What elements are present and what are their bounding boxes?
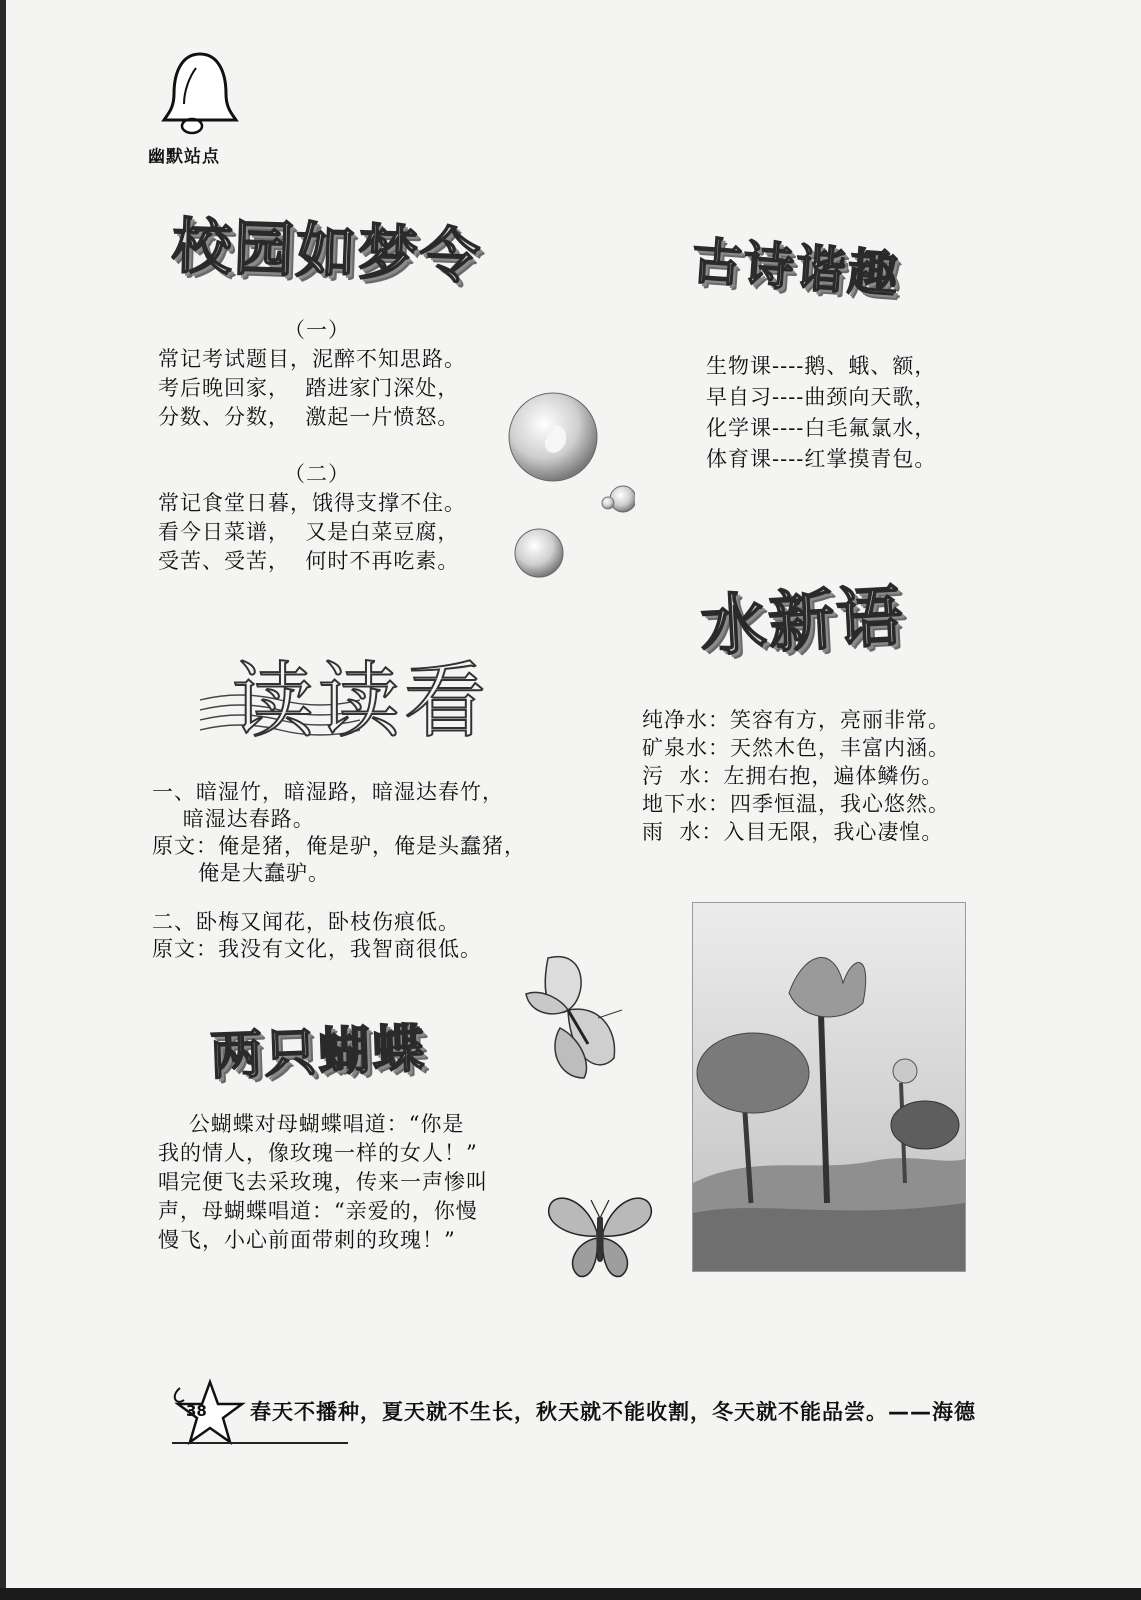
water-words-line: 雨 水：入目无限，我心凄惶。 — [642, 820, 944, 844]
ancient-poems-title: 古诗谐趣 — [689, 231, 902, 305]
read-original1-line: 俺是大蠢驴。 — [152, 861, 331, 885]
butterfly-story-line: 慢飞，小心前面带刺的玫瑰！” — [158, 1228, 456, 1252]
water-words-line: 污 水：左拥右抱，遍体鳞伤。 — [642, 764, 944, 788]
water-words-line: 纯净水：笑容有方，亮丽非常。 — [642, 708, 950, 732]
read-item1-line: 暗湿达春路。 — [152, 807, 315, 831]
read-item2-line: 二、卧梅又闻花，卧枝伤痕低。 — [152, 910, 460, 934]
butterfly-story-line: 公蝴蝶对母蝴蝶唱道：“你是 — [158, 1112, 465, 1136]
poem2-heading: （二） — [284, 462, 350, 486]
poem2-line: 常记食堂日暮，饿得支撑不住。 — [158, 491, 466, 515]
scan-edge-left — [0, 0, 6, 1600]
poem2-line: 看今日菜谱， 又是白菜豆腐， — [158, 520, 460, 544]
ancient-poem-line: 生物课----鹅、蛾、额， — [706, 354, 937, 378]
butterfly-illustration — [545, 1186, 655, 1286]
read-item1-line: 一、暗湿竹，暗湿路，暗湿达春竹， — [152, 780, 504, 804]
bell-icon — [160, 50, 240, 140]
butterfly-story-line: 我的情人，像玫瑰一样的女人！” — [158, 1141, 478, 1165]
footer-divider — [172, 1442, 348, 1444]
read-original2-line: 原文：我没有文化，我智商很低。 — [152, 937, 482, 961]
scan-edge-bottom — [0, 1588, 1141, 1600]
butterfly-pair-illustration — [518, 948, 628, 1088]
poem1-line: 分数、分数， 激起一片愤怒。 — [158, 405, 460, 429]
poem1-heading: （一） — [284, 318, 350, 342]
two-butterflies-title: 两只蝴蝶 — [209, 1019, 428, 1087]
water-words-title: 水新语 — [698, 577, 907, 666]
butterfly-story-line: 声，母蝴蝶唱道：“亲爱的，你慢 — [158, 1199, 478, 1223]
read-original1-line: 原文：俺是猪，俺是驴，俺是头蠢猪， — [152, 834, 526, 858]
page-number: 38 — [186, 1402, 207, 1420]
poem1-line: 考后晚回家， 踏进家门深处， — [158, 376, 460, 400]
butterfly-story-line: 唱完便飞去采玫瑰，传来一声惨叫 — [158, 1170, 488, 1194]
campus-dream-title: 校园如梦令 — [170, 211, 483, 293]
ancient-poem-line: 化学课----白毛氟氯水， — [706, 416, 937, 440]
ancient-poem-line: 早自习----曲颈向天歌， — [706, 385, 937, 409]
footer-quote: 春天不播种，夏天就不生长，秋天就不能收割，冬天就不能品尝。——海德 — [250, 1400, 976, 1424]
read-aloud-title: 读读看 — [232, 654, 491, 749]
lotus-photo — [692, 902, 966, 1272]
poem2-line: 受苦、受苦， 何时不再吃素。 — [158, 549, 460, 573]
poem1-line: 常记考试题目，泥醉不知思路。 — [158, 347, 466, 371]
water-words-line: 地下水：四季恒温，我心悠然。 — [642, 792, 950, 816]
water-words-line: 矿泉水：天然木色，丰富内涵。 — [642, 736, 950, 760]
star-page-badge — [170, 1378, 250, 1448]
ancient-poem-line: 体育课----红掌摸青包。 — [706, 447, 937, 471]
bubbles-illustration — [505, 385, 635, 585]
section-label: 幽默站点 — [148, 147, 220, 167]
